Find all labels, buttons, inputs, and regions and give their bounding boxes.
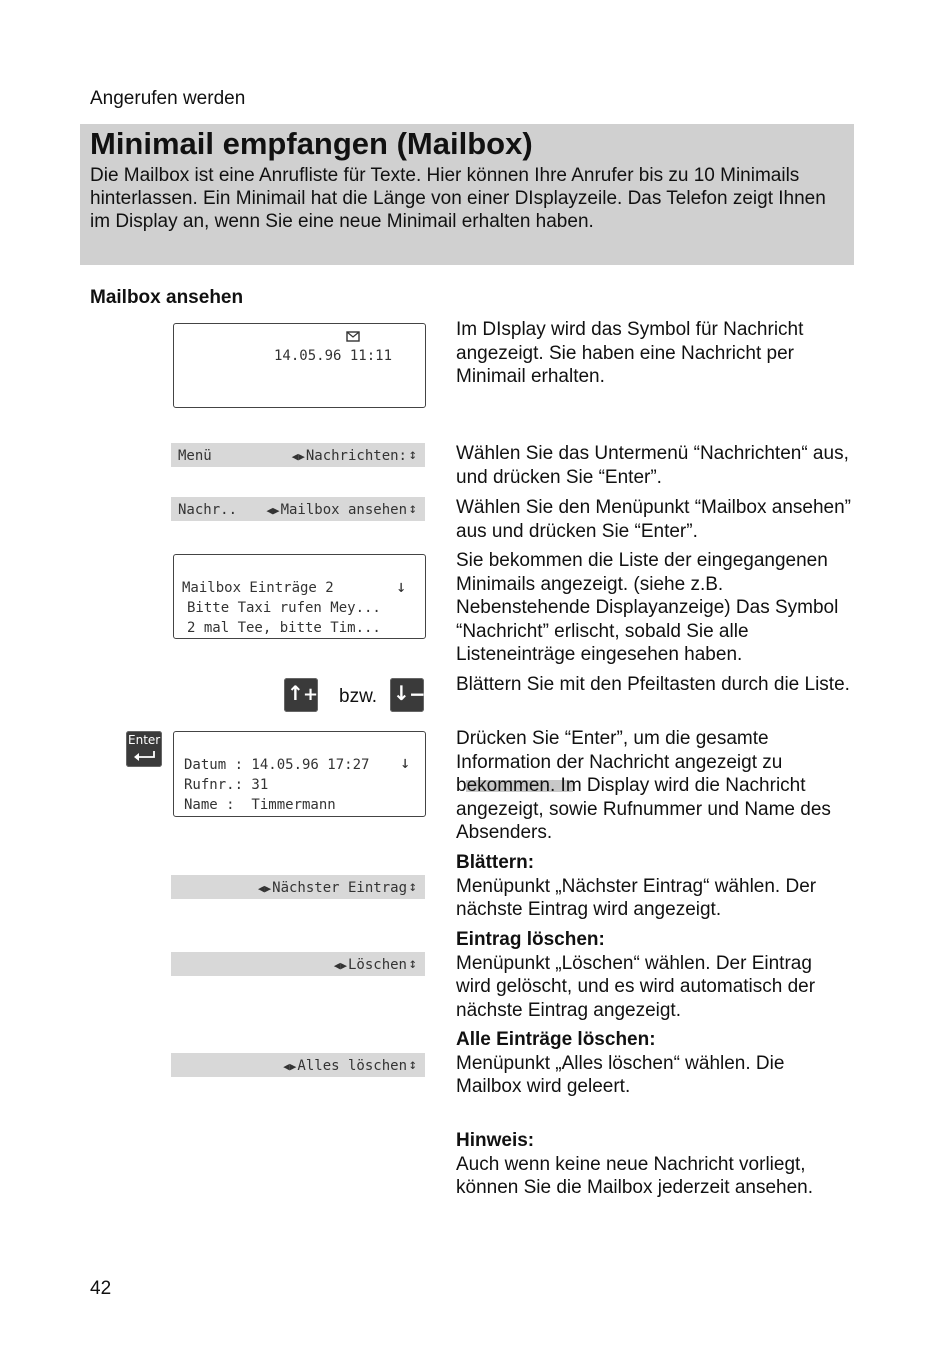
menu-bar-naechster-eintrag [171, 875, 425, 899]
bzw-label: bzw. [339, 686, 378, 707]
title-box [80, 124, 854, 265]
left-right-arrow-icon: ◀▶ [266, 504, 280, 517]
menu-left-label: Nachr.. [178, 502, 238, 518]
display-line-1: Mailbox Einträge 2 [182, 580, 334, 596]
instruction-3: Wählen Sie den Menüpunkt “Mailbox ansehen” aus und drücken Sie “Enter”. [456, 497, 852, 542]
instruction-2: Wählen Sie das Untermenü “Nachrichten“ aus, und drücken Sie “Enter”. [456, 443, 849, 488]
menu-right-label: ◀▶Alles löschen [283, 1058, 407, 1074]
menu-right-label: ◀▶Nächster Eintrag [257, 880, 407, 896]
menu-bar-nachrichten [171, 443, 425, 467]
enter-return-icon [133, 750, 157, 762]
running-head: Angerufen werden [90, 88, 246, 109]
arrow-down-minus-icon: ↓ [393, 681, 410, 705]
display-list [173, 554, 426, 639]
menu-bar-alles-loeschen [171, 1053, 425, 1077]
enter-key[interactable] [126, 731, 162, 767]
instruction-title: Blättern: [456, 852, 535, 873]
menu-bar-loeschen [171, 952, 425, 976]
instruction-1: Im DIsplay wird das Symbol für Nachricht angezeigt. Sie haben eine Nachricht per Minimail erhalten. [456, 319, 804, 388]
menu-bar-mailbox [171, 497, 425, 521]
display-idle [173, 323, 426, 408]
instruction-6: Drücken Sie “Enter”, um die gesamte Information der Nachricht angezeigt zu bekommen. Im Display wird die Nachricht angezeigt, sowie Rufnummer und Name des Absenders. [456, 728, 831, 844]
instruction-alle-loeschen [456, 1028, 851, 1099]
display-line-1: Datum : 14.05.96 17:27 [184, 757, 370, 773]
display-line-2: Bitte Taxi rufen Mey... [187, 600, 381, 616]
page-title: Minimail empfangen (Mailbox) [90, 126, 533, 161]
arrow-up-plus-icon: ↑ [287, 681, 304, 705]
instruction-5: Blättern Sie mit den Pfeiltasten durch die Liste. [456, 674, 850, 695]
envelope-icon [346, 331, 360, 342]
enter-key-label: Enter [128, 733, 161, 747]
hinweis-note [456, 1129, 851, 1200]
section-heading: Mailbox ansehen [90, 287, 244, 308]
instruction-blaettern [456, 851, 851, 922]
instruction-title: Eintrag löschen: [456, 929, 605, 950]
display-datetime: 14.05.96 11:11 [274, 348, 393, 364]
note-body: Auch wenn keine neue Nachricht vorliegt, können Sie die Mailbox jederzeit ansehen. [456, 1153, 814, 1199]
menu-right-label: ◀▶Nachrichten: [291, 448, 407, 464]
left-right-arrow-icon: ◀▶ [291, 450, 305, 463]
display-detail [173, 731, 426, 817]
note-title: Hinweis: [456, 1130, 535, 1151]
display-line-3: 2 mal Tee, bitte Tim... [187, 620, 381, 636]
arrow-down-icon: ↓ [396, 577, 407, 597]
up-down-arrow-icon: ↕ [408, 447, 417, 463]
up-down-arrow-icon: ↕ [408, 1057, 417, 1073]
instruction-body: Menüpunkt „Alles löschen“ wählen. Die Mailbox wird geleert. [456, 1052, 785, 1098]
page-number: 42 [90, 1278, 112, 1299]
up-down-arrow-icon: ↕ [408, 956, 417, 972]
instruction-title: Alle Einträge löschen: [456, 1029, 656, 1050]
arrow-down-icon: ↓ [400, 753, 411, 773]
instruction-eintrag-loeschen [456, 928, 851, 1022]
menu-right-label: ◀▶Löschen [333, 957, 407, 973]
up-down-arrow-icon: ↕ [408, 501, 417, 517]
instruction-body: Menüpunkt „Nächster Eintrag“ wählen. Der nächste Eintrag wird angezeigt. [456, 875, 817, 921]
menu-right-label: ◀▶Mailbox ansehen [266, 502, 407, 518]
display-line-3: Name : Timmermann [184, 797, 336, 813]
left-right-arrow-icon: ◀▶ [257, 882, 272, 895]
intro-paragraph: Die Mailbox ist eine Anrufliste für Texte. Hier können Ihre Anrufer bis zu 10 Minimails hinterlassen. Ein Minimail hat die Länge von einer DIsplayzeile. Das Telefon zeigt Ihnen im Display an, wenn Sie eine neue Minimail erhalten haben. [90, 165, 826, 232]
left-right-arrow-icon: ◀▶ [333, 959, 347, 972]
menu-left-label: Menü [178, 448, 212, 464]
display-line-2: Rufnr.: 31 [184, 777, 269, 793]
arrow-down-minus-key[interactable]: ↓ − [390, 678, 424, 712]
left-right-arrow-icon: ◀▶ [283, 1060, 297, 1073]
up-down-arrow-icon: ↕ [408, 879, 417, 895]
instruction-body: Menüpunkt „Löschen“ wählen. Der Eintrag wird gelöscht, und es wird automatisch der nächste Eintrag angezeigt. [456, 952, 816, 1021]
arrow-up-plus-key[interactable]: ↑ + [284, 678, 318, 712]
instruction-4: Sie bekommen die Liste der eingegangenen Minimails angezeigt. (siehe z.B. Nebenstehende Displayanzeige) Das Symbol “Nachricht” erlischt, sobald Sie alle Listeneinträge eingesehen haben. [456, 550, 839, 666]
